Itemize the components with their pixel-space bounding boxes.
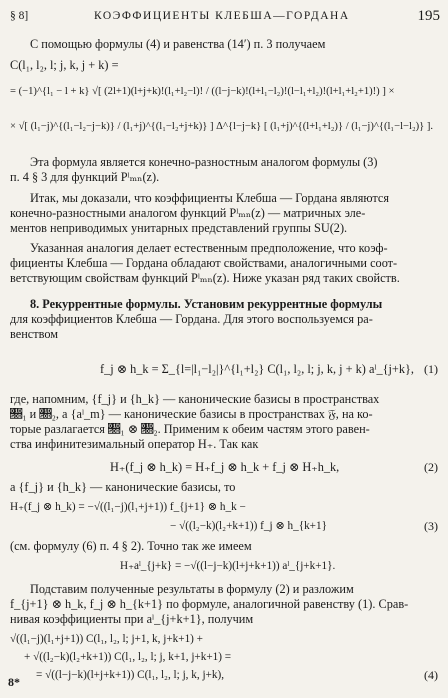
formula-line: H₊(f_j ⊗ h_k) = H₊f_j ⊗ h_k + f_j ⊗ H₊h_k, [110,460,340,474]
text-line: где, напомним, {f_j} и {h_k} — канонические базисы в пространствах [10,392,380,406]
page-number: 195 [417,8,440,24]
equation-number: (3) [424,519,438,533]
formula-line: − √((l₂−k)(l₂+k+1)) f_j ⊗ h_{k+1} [170,520,327,532]
section-marker: § 8] [10,10,29,22]
text-line: Указанная аналогия делает естественным предположение, что коэф- [30,241,388,255]
text-line: f_{j+1} ⊗ h_k, f_j ⊗ h_{k+1} по формуле, аналогичной равенству (1). Срав- [10,597,409,611]
formula-line: + √((l₂−k)(l₂+k+1)) C(l₁, l₂, l; j, k+1, j+k+1) = [24,651,232,663]
formula-line: √((l₁−j)(l₁+j+1)) C(l₁, l₂, l; j+1, k, j+k+1) + [10,633,203,645]
formula-line: = √((l−j−k)(l+j+k+1)) C(l₁, l₂, l; j, k, j+k), [36,669,224,681]
running-title: КОЭФФИЦИЕНТЫ КЛЕБША—ГОРДАНА [94,10,350,22]
text-line: венством [10,327,59,341]
text-line: ветствующим свойствам функций Pˡₘₙ(z). Ниже указан ряд таких свойств. [10,271,400,285]
text-line: п. 4 § 3 для функций Pˡₘₙ(z). [10,170,160,184]
text-line: фициенты Клебша — Гордана обладают свойствами, аналогичными соот- [10,256,398,270]
formula-line: H₊(f_j ⊗ h_k) = −√((l₁−j)(l₁+j+1)) f_{j+1} ⊗ h_k − [10,501,246,513]
text-line: ства инфинитезимальный оператор H₊. Так как [10,437,259,451]
formula-line: f_j ⊗ h_k = Σ_{l=|l₁−l₂|}^{l₁+l₂} C(l₁, l₂, l; j, k, j + k) aˡ_{j+k}, [100,362,414,376]
text-line: (см. формулу (6) п. 4 § 2). Точно так же имеем [10,539,252,553]
text-line: Итак, мы доказали, что коэффициенты Клебша — Гордана являются [30,191,390,205]
text-line: С помощью формулы (4) и равенства (14′) п. 3 получаем [30,37,326,51]
text-line: Эта формула является конечно-разностным аналогом формулы (3) [30,155,378,169]
text-line: 𝔋₁ и 𝔋₂, а {aˡ_m} — канонические базисы в пространствах 𝔉, на ко- [10,407,373,421]
text-line: нивая коэффициенты при aˡ_{j+k+1}, получим [10,612,254,626]
formula-line: × √[ (l₁−j)^{(l₁−l₂−j−k)} / (l₁+j)^{(l₁−l₂+j+k)} ] Δ^{l−j−k} [ (l₁+j)^{(l+l₁+l₂)} / (l₁−j)^{(l₁−l−l₂)} ]. [10,121,434,132]
section-heading: 8. Рекуррентные формулы. Установим рекуррентные формулы [30,297,383,311]
equation-number: (1) [424,362,438,376]
text-line: а {f_j} и {h_k} — канонические базисы, то [10,480,236,494]
equation-number: (4) [424,668,438,682]
signature-mark: 8* [8,675,20,689]
formula-line: H₊aˡ_{j+k} = −√((l−j−k)(l+j+k+1)) aˡ_{j+k+1}. [120,560,336,572]
text-line: торые разлагается 𝔋₁ ⊗ 𝔋₂. Применим к обеим частям этого равен- [10,422,370,436]
text-line: ментов неприводимых унитарных представлений группы SU(2). [10,221,348,235]
text-line: Подставим полученные результаты в формулу (2) и разложим [30,582,354,596]
text-line: для коэффициентов Клебша — Гордана. Для этого воспользуемся ра- [10,312,373,326]
formula-line: = (−1)^{l₁ − l + k} √[ (2l+1)(l+j+k)!(l₁+l₂−l)! / ((l−j−k)!(l+l₁−l₂)!(l−l₁+l₂)!(l+l₁+l₂+1)!) ] × [10,86,395,97]
equation-number: (2) [424,460,438,474]
text-line: конечно-разностными аналогом функций Pˡₘₙ(z) — матричных эле- [10,206,366,220]
formula-line: C(l₁, l₂, l; j, k, j + k) = [10,58,119,72]
running-header [10,8,440,28]
